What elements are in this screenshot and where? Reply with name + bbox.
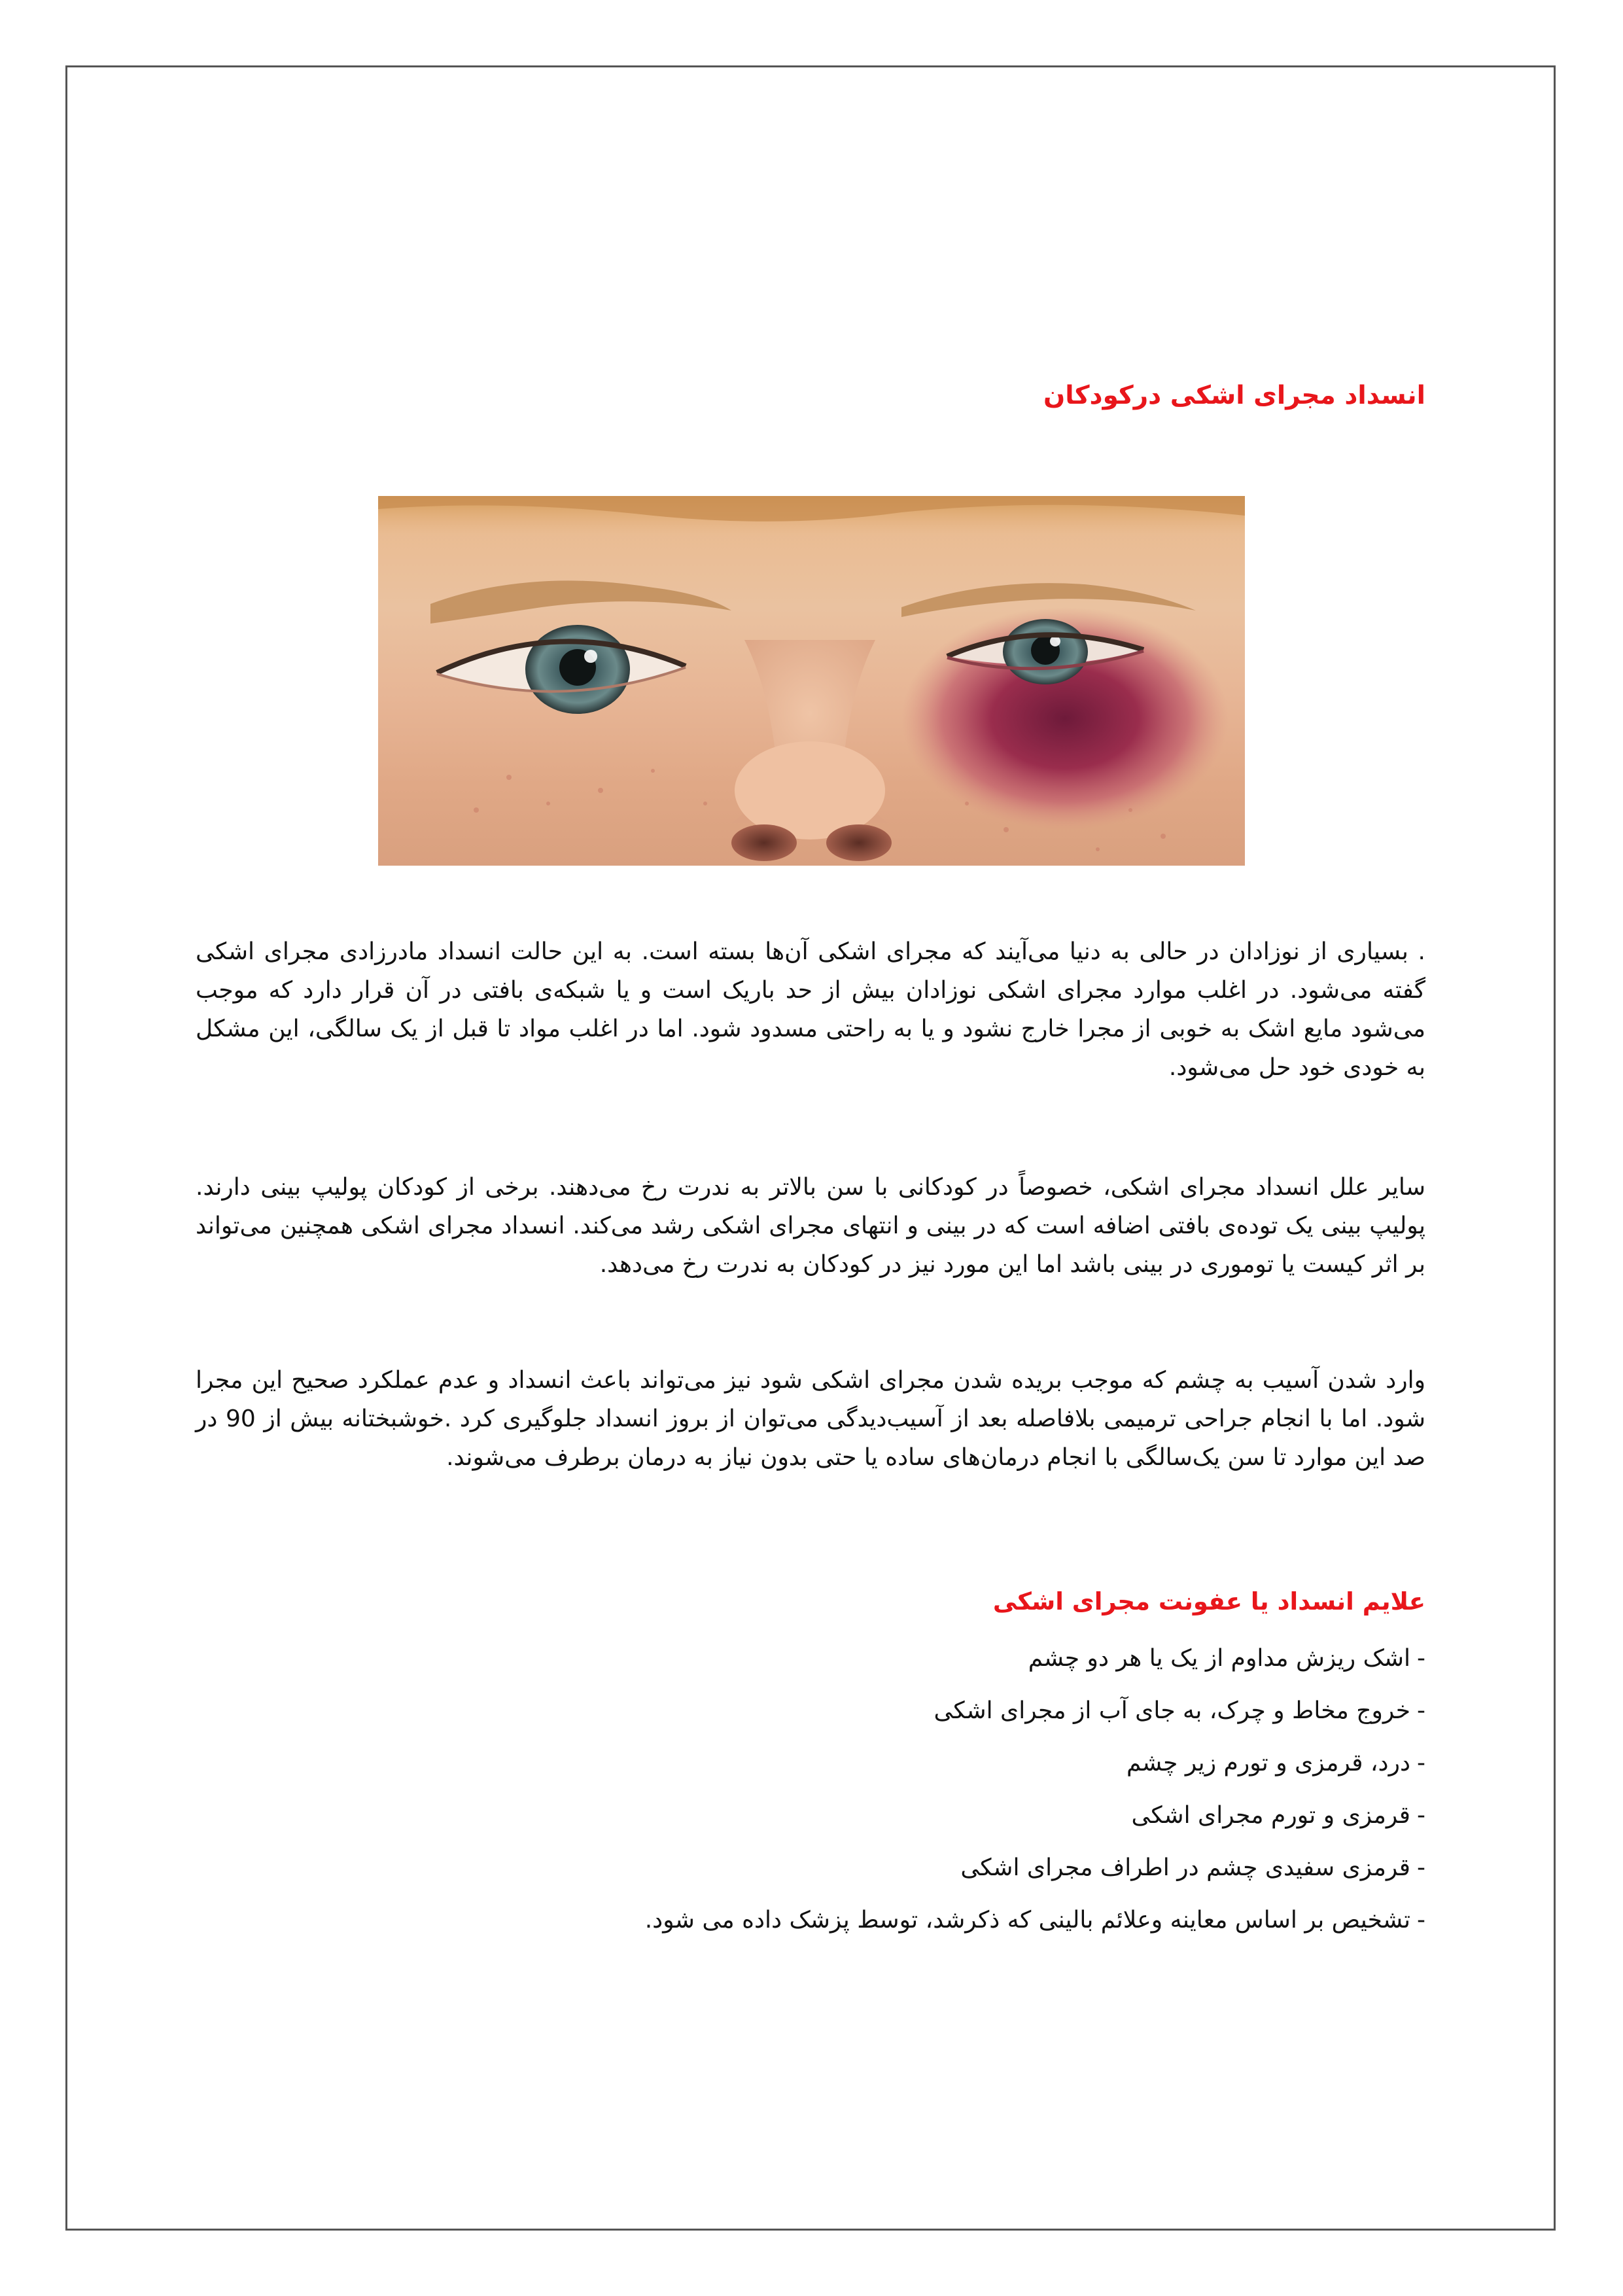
list-item-text: اشک ریزش مداوم از یک یا هر دو چشم (1028, 1645, 1410, 1672)
paragraph-congenital-blockage: . بسیاری از نوزادان در حالی به دنیا می‌آیند که مجرای اشکی آن‌ها بسته است. به این حالت انسداد مادرزادی مجرای اشکی گفته می‌شود. در اغلب موارد مجرای اشکی نوزادان بیش از حد باریک است و یا شبکه‌ی بافتی در آن قرار دارد که موجب می‌شود مایع اشک به خوبی از مجرا خارج نشود و یا به راحتی مسدود شود. اما در اغلب مواد تا قبل از یک سالگی، این مشکل به خودی خود حل می‌شود. (196, 938, 1425, 1081)
list-item (196, 1691, 1425, 1744)
list-marker: - (1417, 1645, 1425, 1672)
list-marker: - (1417, 1750, 1425, 1776)
list-marker: - (1417, 1802, 1425, 1829)
list-item (196, 1901, 1425, 1953)
list-item-text: خروج مخاط و چرک، به جای آب از مجرای اشکی (934, 1697, 1410, 1724)
list-marker: - (1417, 1697, 1425, 1724)
list-item-text: قرمزی سفیدی چشم در اطراف مجرای اشکی (960, 1854, 1410, 1881)
page-title: انسداد مجرای اشکی درکودکان (1043, 381, 1425, 410)
paragraph-injury-treatment: وارد شدن آسیب به چشم که موجب بریده شدن مجرای اشکی شود نیز می‌تواند باعث انسداد و عدم عملکرد صحیح این مجرا شود. اما با انجام جراحی ترمیمی بلافاصله بعد از آسیب‌دیدگی می‌توان از بروز انسداد جلوگیری کرد .خوشبختانه بیش از 90 در صد این موارد تا سن یک‌سالگی با انجام درمان‌های ساده یا حتی بدون نیاز به درمان برطرف می‌شوند. (196, 1367, 1426, 1471)
symptoms-heading: علایم انسداد یا عفونت مجرای اشکی (992, 1587, 1425, 1616)
list-item (196, 1848, 1425, 1901)
list-item-text: تشخیص بر اساس معاینه وعلائم بالینی که ذکرشد، توسط پزشک داده می شود. (644, 1907, 1410, 1934)
list-marker: - (1417, 1907, 1425, 1934)
list-item-text: قرمزی و تورم مجرای اشکی (1131, 1802, 1410, 1829)
list-item (196, 1639, 1425, 1691)
eye-photo (378, 496, 1245, 866)
symptoms-list (196, 1639, 1425, 1953)
list-item-text: درد، قرمزی و تورم زیر چشم (1126, 1750, 1410, 1776)
list-marker: - (1417, 1854, 1425, 1881)
list-item (196, 1744, 1425, 1796)
paragraph-other-causes: سایر علل انسداد مجرای اشکی، خصوصاً در کودکانی با سن بالاتر به ندرت رخ می‌دهند. برخی از کودکان پولیپ بینی دارند. پولیپ بینی یک توده‌ی بافتی اضافه است که در بینی و انتهای مجرای اشکی رشد می‌کند. انسداد مجرای اشکی همچنین می‌تواند بر اثر کیست یا توموری در بینی باشد اما این مورد نیز در کودکان به ندرت رخ می‌دهد. (196, 1174, 1425, 1278)
list-item (196, 1796, 1425, 1848)
